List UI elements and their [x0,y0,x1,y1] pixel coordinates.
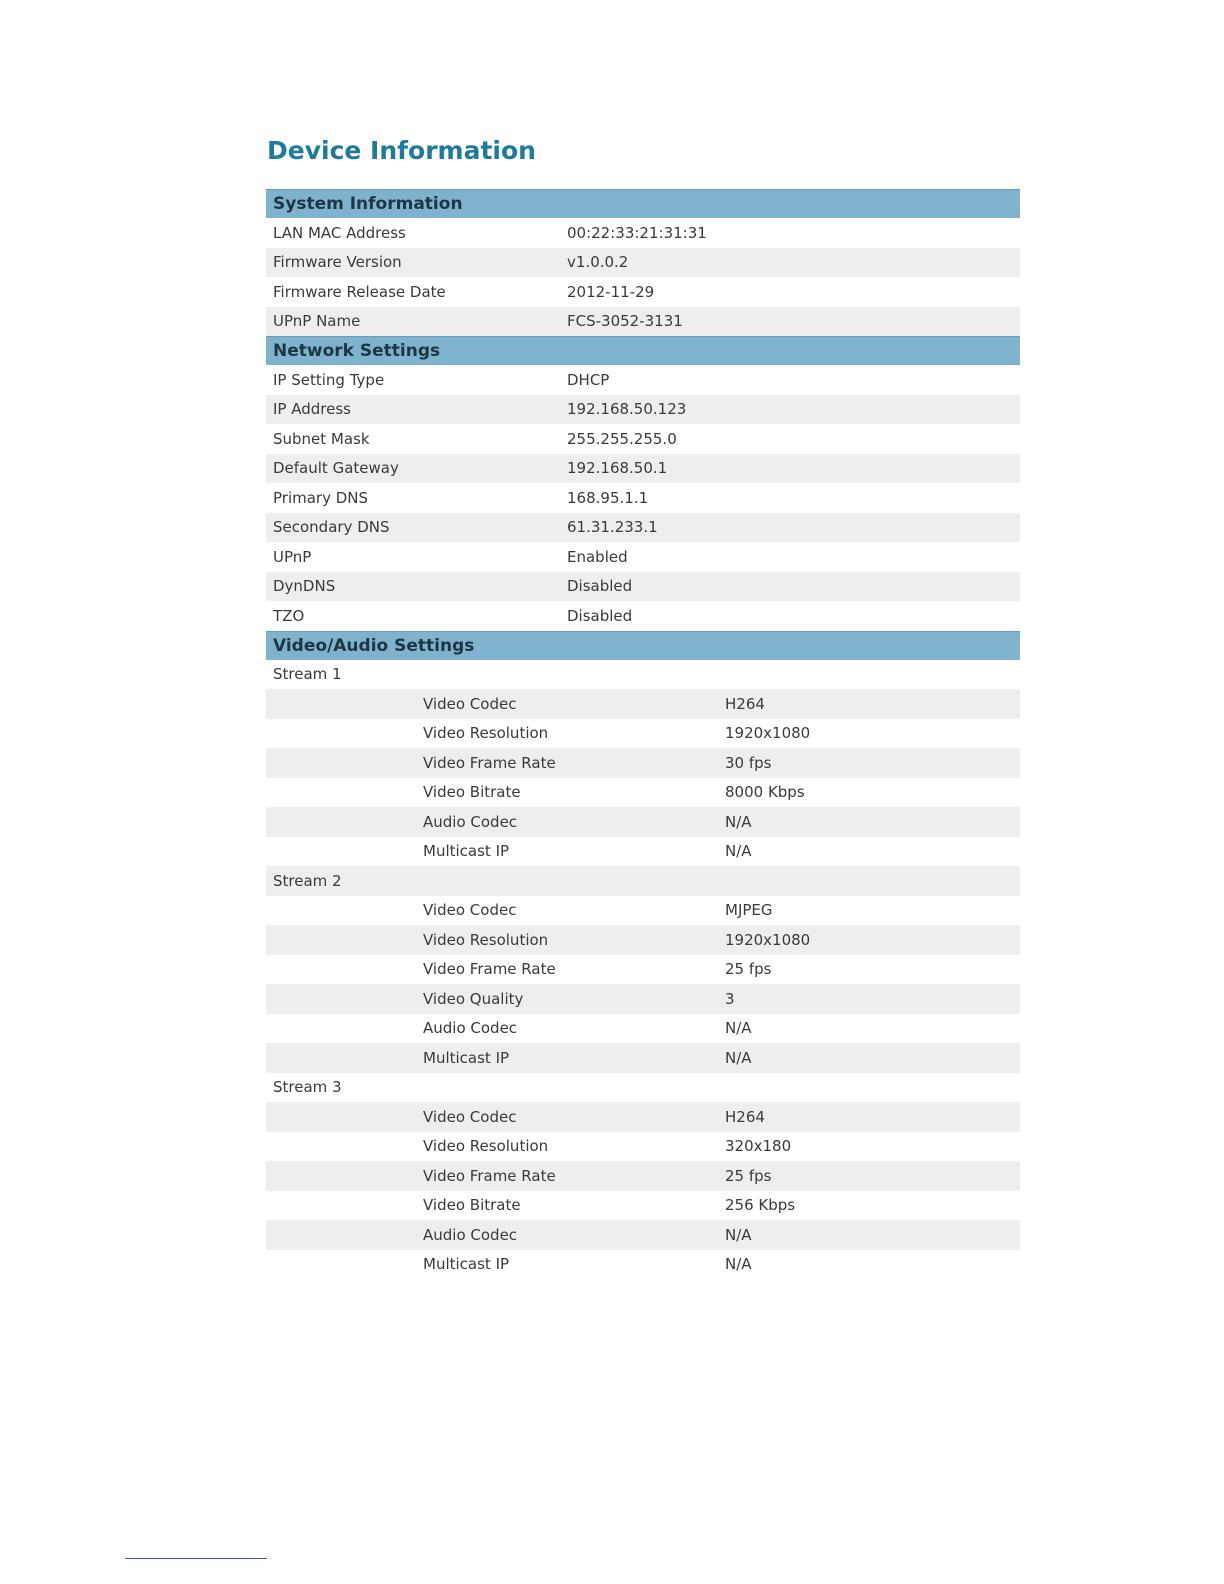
row-value: 192.168.50.123 [567,400,687,419]
table-row [266,837,1020,867]
row-label: Audio Codec [423,1019,518,1038]
table-row [266,719,1020,749]
row-label: Firmware Version [273,253,402,272]
row-value: H264 [725,694,765,713]
row-value: 8000 Kbps [725,783,805,802]
row-value: DHCP [567,370,610,389]
row-label: Subnet Mask [273,429,370,448]
table-row [266,1250,1020,1280]
table-row [266,896,1020,926]
row-label: Video Frame Rate [423,960,556,979]
table-row [266,1220,1020,1250]
table-row [266,572,1020,602]
row-value: 2012-11-29 [567,282,655,301]
row-value: 3 [725,989,735,1008]
row-value: 25 fps [725,960,772,979]
row-label: Multicast IP [423,842,510,861]
section-header-video-audio: Video/Audio Settings [266,631,1020,660]
table-row [266,1132,1020,1162]
table-row [266,1191,1020,1221]
device-info-table [266,189,1020,1279]
row-label: UPnP Name [273,312,361,331]
table-row [266,365,1020,395]
row-label: Primary DNS [273,488,369,507]
stream-name: Stream 3 [273,1078,342,1097]
row-value: FCS-3052-3131 [567,312,683,331]
table-row [266,307,1020,337]
row-value: N/A [725,812,752,831]
table-row [266,395,1020,425]
table-row [266,483,1020,513]
row-value: 1920x1080 [725,724,811,743]
row-label: Video Bitrate [423,783,521,802]
row-label: Video Resolution [423,1137,549,1156]
row-value: 61.31.233.1 [567,518,658,537]
stream-name: Stream 2 [273,871,342,890]
row-label: Video Resolution [423,724,549,743]
table-row [266,454,1020,484]
row-label: Video Frame Rate [423,753,556,772]
table-row [266,248,1020,278]
table-row [266,1043,1020,1073]
section-header-system: System Information [266,189,1020,218]
row-value: 25 fps [725,1166,772,1185]
row-label: IP Address [273,400,351,419]
section-header-network: Network Settings [266,336,1020,365]
row-value: 320x180 [725,1137,792,1156]
row-value: v1.0.0.2 [567,253,629,272]
row-label: Audio Codec [423,1225,518,1244]
table-row [266,778,1020,808]
stream-header-row [266,660,1020,690]
row-label: Audio Codec [423,812,518,831]
footnote-separator [125,1558,267,1559]
row-label: Video Codec [423,901,517,920]
stream-name: Stream 1 [273,665,342,684]
row-value: MJPEG [725,901,773,920]
row-value: N/A [725,1048,752,1067]
table-row [266,807,1020,837]
row-value: N/A [725,1225,752,1244]
row-label: Multicast IP [423,1255,510,1274]
row-label: Video Resolution [423,930,549,949]
table-row [266,601,1020,631]
row-value: N/A [725,1019,752,1038]
row-value: 256 Kbps [725,1196,796,1215]
row-value: N/A [725,842,752,861]
stream-header-row [266,1073,1020,1103]
table-row [266,984,1020,1014]
table-row [266,955,1020,985]
row-label: Default Gateway [273,459,399,478]
table-row [266,277,1020,307]
table-row [266,1102,1020,1132]
row-label: Video Codec [423,1107,517,1126]
row-value: 255.255.255.0 [567,429,677,448]
table-row [266,689,1020,719]
row-value: 00:22:33:21:31:31 [567,223,707,242]
table-row [266,1014,1020,1044]
row-value: Disabled [567,577,633,596]
row-value: H264 [725,1107,765,1126]
row-label: DynDNS [273,577,336,596]
row-value: Disabled [567,606,633,625]
stream-header-row [266,866,1020,896]
page-title: Device Information [267,136,536,165]
row-label: IP Setting Type [273,370,385,389]
table-row [266,513,1020,543]
table-row [266,748,1020,778]
row-value: 192.168.50.1 [567,459,668,478]
table-row [266,542,1020,572]
table-row [266,424,1020,454]
row-label: Video Bitrate [423,1196,521,1215]
table-row [266,1161,1020,1191]
row-value: N/A [725,1255,752,1274]
row-label: Multicast IP [423,1048,510,1067]
row-value: 30 fps [725,753,772,772]
row-value: 168.95.1.1 [567,488,649,507]
row-label: LAN MAC Address [273,223,406,242]
row-label: Firmware Release Date [273,282,446,301]
row-value: Enabled [567,547,628,566]
row-label: TZO [273,606,305,625]
row-label: Video Frame Rate [423,1166,556,1185]
row-label: Secondary DNS [273,518,390,537]
table-row [266,925,1020,955]
table-row [266,218,1020,248]
row-label: Video Codec [423,694,517,713]
row-label: UPnP [273,547,312,566]
row-value: 1920x1080 [725,930,811,949]
row-label: Video Quality [423,989,524,1008]
